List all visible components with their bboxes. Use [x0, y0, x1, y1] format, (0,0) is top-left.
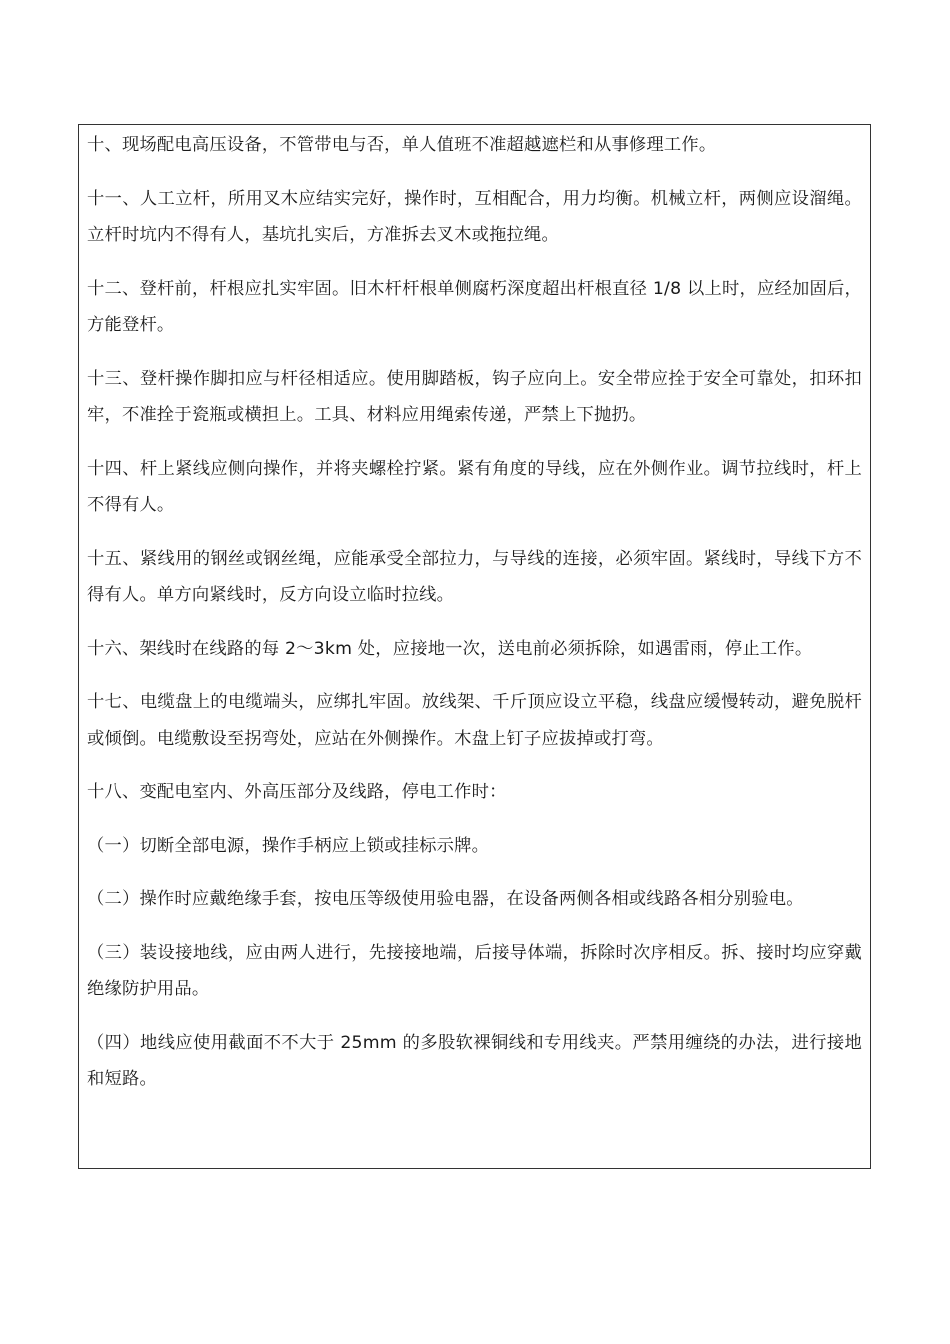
sub-item-4: （四）地线应使用截面不不大于 25mm 的多股软裸铜线和专用线夹。严禁用缠绕的办法，进行接地和短路。 [87, 1032, 862, 1089]
sub-item-1: （一）切断全部电源，操作手柄应上锁或挂标示牌。 [87, 835, 490, 856]
paragraph-item-12: 十二、登杆前，杆根应扎实牢固。旧木杆杆根单侧腐朽深度超出杆根直径 1/8 以上时，应经加固后，方能登杆。 [87, 278, 862, 335]
sub-item-2: （二）操作时应戴绝缘手套，按电压等级使用验电器，在设备两侧各相或线路各相分别验电。 [87, 889, 804, 909]
paragraph-item-16: 十六、架线时在线路的每 2～3km 处，应接地一次，送电前必须拆除，如遇雷雨，停止工作。 [87, 638, 813, 659]
paragraph-item-15: 十五、紧线用的钢丝或钢丝绳，应能承受全部拉力，与导线的连接，必须牢固。紧线时，导线下方不得有人。单方向紧线时，反方向设立临时拉线。 [87, 548, 862, 605]
paragraph-item-11: 十一、人工立杆，所用叉木应结实完好，操作时，互相配合，用力均衡。机械立杆，两侧应设溜绳。立杆时坑内不得有人，基坑扎实后，方准拆去叉木或拖拉绳。 [87, 188, 862, 245]
paragraph-item-13: 十三、登杆操作脚扣应与杆径相适应。使用脚踏板，钩子应向上。安全带应拴于安全可靠处，扣环扣牢，不准拴于瓷瓶或横担上。工具、材料应用绳索传递，严禁上下抛扔。 [87, 368, 862, 425]
paragraph-item-17: 十七、电缆盘上的电缆端头，应绑扎牢固。放线架、千斤顶应设立平稳，线盘应缓慢转动，避免脱杆或倾倒。电缆敷设至拐弯处，应站在外侧操作。木盘上钉子应拔掉或打弯。 [87, 692, 862, 749]
document-table-cell [78, 124, 871, 1169]
paragraph-item-14: 十四、杆上紧线应侧向操作，并将夹螺栓拧紧。紧有角度的导线，应在外侧作业。调节拉线时，杆上不得有人。 [87, 458, 862, 515]
sub-item-3: （三）装设接地线，应由两人进行，先接接地端，后接导体端，拆除时次序相反。拆、接时均应穿戴绝缘防护用品。 [87, 942, 862, 999]
paragraph-item-18: 十八、变配电室内、外高压部分及线路，停电工作时： [87, 782, 507, 802]
paragraph-item-10: 十、现场配电高压设备，不管带电与否，单人值班不准超越遮栏和从事修理工作。 [87, 135, 717, 155]
